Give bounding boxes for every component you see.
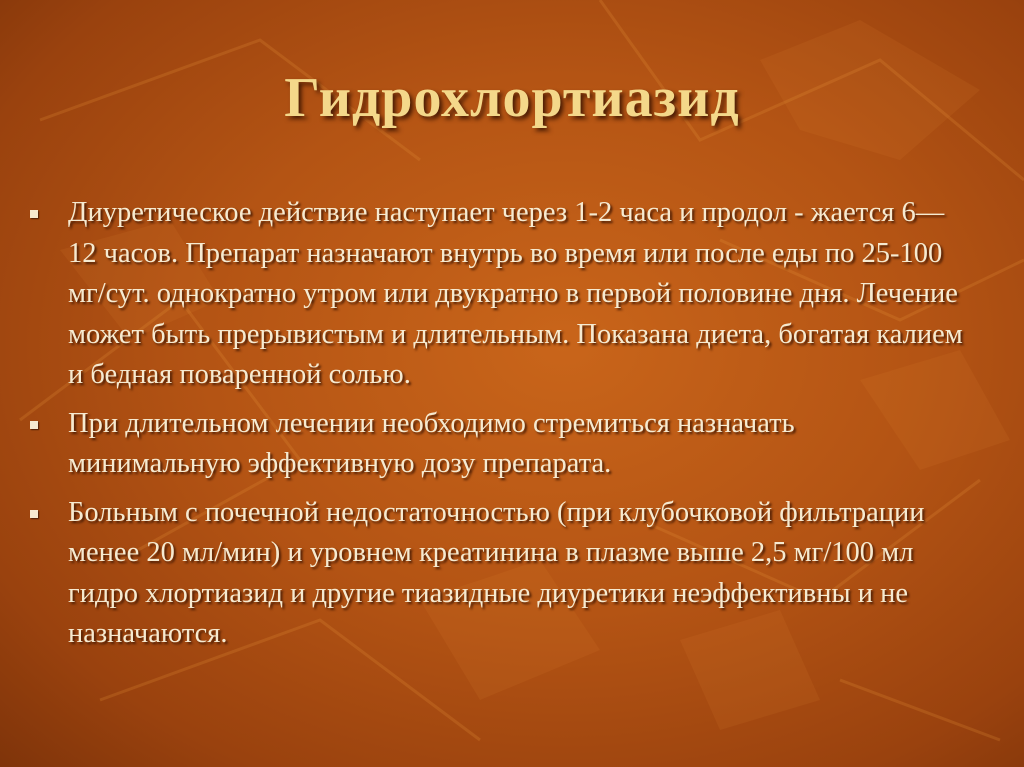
bullet-item (30, 493, 965, 655)
slide-title: Гидрохлортиазид (284, 67, 740, 129)
bullet-text: Больным с почечной недостаточностью (при клубочковой фильтрации менее 20 мл/мин) и уровнем креатинина в плазме выше 2,5 мг/100 мл гидро хлортиазид и другие тиазидные диуретики неэффективны и не назначаются. (68, 496, 925, 649)
square-bullet-icon (30, 421, 38, 429)
square-bullet-icon (30, 510, 38, 518)
bullet-text: При длительном лечении необходимо стремиться назначать минимальную эффективную дозу препарата. (68, 407, 795, 479)
bullet-list (30, 193, 965, 663)
bullet-item (30, 404, 965, 485)
square-bullet-icon (30, 210, 38, 218)
bullet-text: Диуретическое действие наступает через 1-2 часа и продол - жается 6—12 часов. Препарат назначают внутрь во время или после еды по 25-100 мг/сут. однократно утром или двукратно в первой половине дня. Лечение может быть прерывистым и длительным. Показана диета, богатая калием и бедная поваренной солью. (68, 197, 963, 390)
bullet-item (30, 193, 965, 396)
